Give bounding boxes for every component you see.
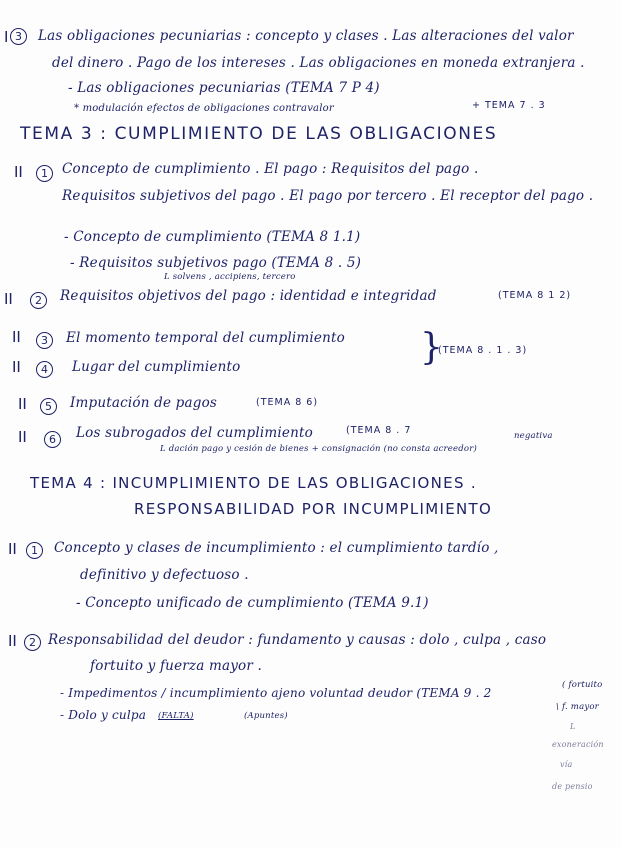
margin-marker: II	[18, 395, 27, 413]
section-subtitle: RESPONSABILIDAD POR INCUMPLIMIENTO	[134, 500, 493, 518]
item-number-circle: 1	[26, 542, 43, 559]
item-number-circle: 3	[10, 28, 27, 45]
margin-marker: II	[18, 428, 27, 446]
sub-note: L dación pago y cesión de bienes + consignación (no consta acreedor)	[160, 444, 478, 454]
sub-point: - Las obligaciones pecuniarias (TEMA 7 P 4)	[68, 80, 380, 96]
topic-line: del dinero . Pago de los intereses . Las obligaciones en moneda extranjera .	[52, 55, 585, 71]
margin-marker: II	[4, 290, 13, 308]
item-line: Requisitos subjetivos del pago . El pago por tercero . El receptor del pago .	[62, 188, 594, 204]
margin-note: vía	[560, 760, 573, 769]
item-line: Lugar del cumplimiento	[72, 359, 241, 375]
sub-point: - Concepto de cumplimiento (TEMA 8 1.1)	[64, 229, 361, 245]
sub-note: (Apuntes)	[244, 711, 288, 721]
item-number-circle: 3	[36, 332, 53, 349]
item-line: Concepto de cumplimiento . El pago : Requisitos del pago .	[62, 161, 479, 177]
item-line: Requisitos objetivos del pago : identidad e integridad	[60, 288, 437, 304]
section-title: TEMA 4 : INCUMPLIMIENTO DE LAS OBLIGACIONES .	[30, 474, 477, 492]
item-number-circle: 2	[24, 634, 41, 651]
item-number-circle: 1	[36, 165, 53, 182]
item-number-circle: 6	[44, 431, 61, 448]
item-line: Concepto y clases de incumplimiento : el cumplimiento tardío ,	[54, 540, 499, 556]
sub-point: - Dolo y culpa	[60, 708, 147, 722]
sub-note: L solvens , accipiens, tercero	[164, 272, 296, 282]
margin-note: + TEMA 7 . 3	[472, 100, 546, 111]
margin-marker: II	[8, 632, 17, 650]
item-number-circle: 5	[40, 398, 57, 415]
margin-marker: II	[14, 163, 23, 181]
margin-marker: II	[12, 358, 21, 376]
brace-mark: }	[420, 327, 443, 368]
margin-note: exoneración	[552, 740, 604, 749]
margin-marker: II	[12, 328, 21, 346]
reference: (TEMA 8 . 1 . 3)	[438, 345, 528, 356]
item-line: definitivo y defectuoso .	[80, 567, 249, 583]
margin-marker: II	[8, 540, 17, 558]
margin-marker: I	[4, 28, 9, 46]
item-line: Los subrogados del cumplimiento	[76, 425, 313, 441]
sub-point: * modulación efectos de obligaciones contravalor	[74, 103, 334, 114]
sub-point: - Requisitos subjetivos pago (TEMA 8 . 5)	[70, 255, 362, 271]
item-line: fortuito y fuerza mayor .	[90, 658, 263, 674]
sub-point: - Concepto unificado de cumplimiento (TEMA 9.1)	[76, 595, 429, 611]
topic-line: Las obligaciones pecuniarias : concepto y clases . Las alteraciones del valor	[38, 28, 574, 44]
item-number-circle: 4	[36, 361, 53, 378]
section-title: TEMA 3 : CUMPLIMIENTO DE LAS OBLIGACIONES	[20, 124, 498, 144]
reference: (TEMA 8 1 2)	[498, 290, 572, 301]
sub-note: (FALTA)	[158, 711, 194, 721]
margin-note: L	[570, 722, 576, 731]
item-line: Responsabilidad del deudor : fundamento y causas : dolo , culpa , caso	[48, 632, 547, 648]
item-line: El momento temporal del cumplimiento	[66, 330, 345, 346]
super-note: negativa	[514, 431, 553, 441]
item-number-circle: 2	[30, 292, 47, 309]
reference: (TEMA 8 6)	[256, 397, 319, 408]
margin-note: de pensio	[552, 782, 593, 791]
margin-note: ( fortuito	[562, 680, 603, 690]
sub-point: - Impedimentos / incumplimiento ajeno voluntad deudor (TEMA 9 . 2	[60, 686, 492, 700]
margin-note: \ f. mayor	[556, 702, 599, 712]
item-line: Imputación de pagos	[70, 395, 218, 411]
reference: (TEMA 8 . 7	[346, 425, 412, 436]
